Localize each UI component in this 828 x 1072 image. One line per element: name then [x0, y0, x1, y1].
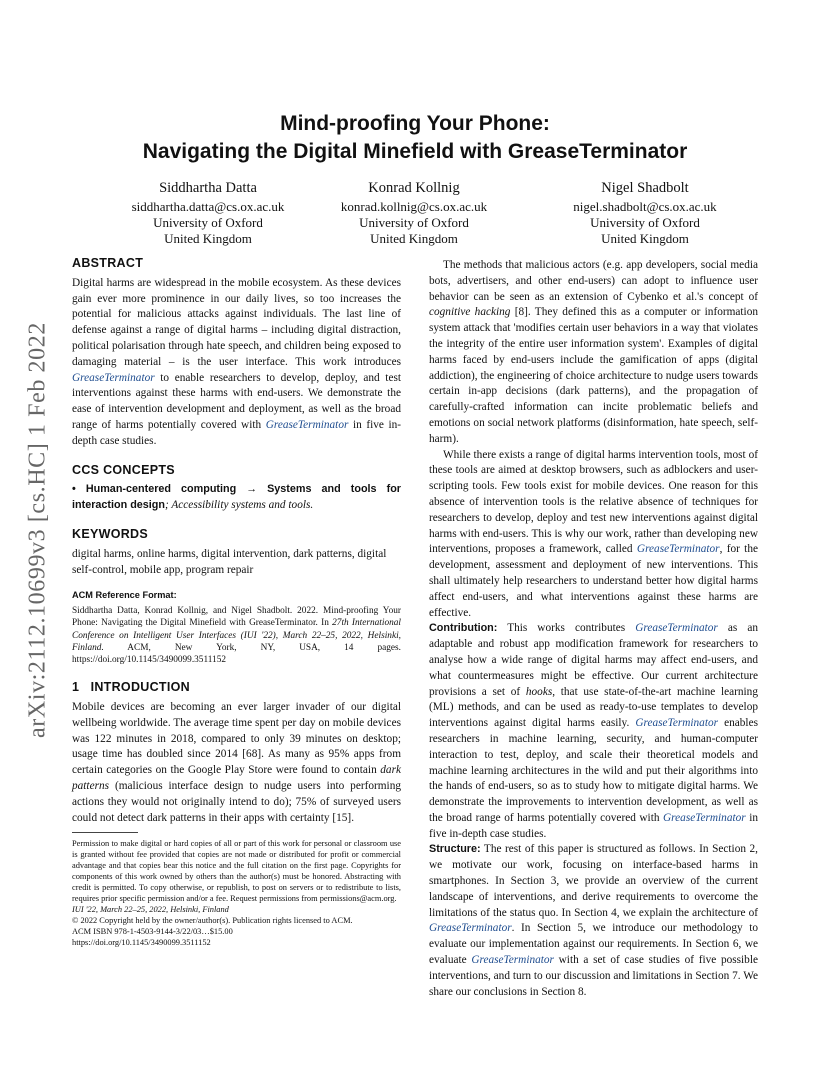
- author-block: [98, 180, 318, 247]
- author-affiliation: University of Oxford: [590, 215, 700, 230]
- paper-title-line2: Navigating the Digital Minefield with GreaseTerminator: [142, 140, 688, 163]
- abstract-heading: ABSTRACT: [72, 256, 144, 270]
- acm-ref-text: Siddhartha Datta, Konrad Kollnig, and Nigel Shadbolt. 2022. Mind-proofing Your Phone: Navigating the Digital Minefield with GreaseTerminator. In 27th International Conference on Intelligent User Interfaces (IUI '22), March 22–25, 2022, Helsinki, Finland. ACM, New York, NY, USA, 14 pages. https://doi.org/10.1145/3490099.3511152: [72, 606, 401, 665]
- intro-heading: 1 INTRODUCTION: [72, 680, 190, 695]
- author-email[interactable]: konrad.kollnig@cs.ox.ac.uk: [340, 199, 488, 214]
- intro-text: Mobile devices are becoming an ever larger invader of our digital wellbeing worldwide. The average time spent per day on mobile devices was 122 minutes in 2018, compared to only 39 minutes on desktop; usage time has doubled since 2014 [68]. As many as 95% apps from certain categories on the Google Play Store were found to contain dark patterns (malicious interface design to nudge users into performing actions they would not originally intend to do); 75% of surveyed users could not detect dark patterns in their apps with certainty [15].: [72, 700, 401, 824]
- author-block: [535, 180, 755, 247]
- left-column: [72, 256, 401, 826]
- paper-title-line1: Mind-proofing Your Phone:: [280, 112, 550, 135]
- ccs-heading: CCS CONCEPTS: [72, 462, 175, 477]
- author-email[interactable]: nigel.shadbolt@cs.ox.ac.uk: [573, 199, 717, 214]
- author-name: Siddhartha Datta: [159, 180, 257, 196]
- greaseterminator-link[interactable]: GreaseTerminator: [635, 622, 718, 635]
- footnote: [72, 838, 401, 948]
- author-affiliation: University of Oxford: [153, 215, 263, 230]
- footnote-venue: IUI '22, March 22–25, 2022, Helsinki, Finland: [72, 905, 229, 914]
- abstract-text: Digital harms are widespread in the mobile ecosystem. As these devices gain ever more prominence in our daily lives, so too increases the potential for malicious attacks against individuals. The last line of defense against a range of digital harms – including digital distraction, political polarisation through hate speech, and children being exposed to damaging material – is the user interface. This work introduces GreaseTerminator to enable researchers to develop, deploy, and test interventions against these harms with end-users. We demonstrate the ease of intervention development and deployment, as well as the broad range of harms potentially covered with GreaseTerminator in five in-depth case studies.: [72, 276, 402, 447]
- author-block: [304, 180, 524, 247]
- author-country: United Kingdom: [370, 231, 458, 246]
- right-column: [429, 258, 758, 1000]
- author-name: Nigel Shadbolt: [601, 180, 689, 196]
- arxiv-stamp: arXiv:2112.10699v3 [cs.HC] 1 Feb 2022: [24, 322, 51, 738]
- author-name: Konrad Kollnig: [368, 180, 460, 196]
- acm-ref-heading: ACM Reference Format:: [72, 590, 177, 601]
- permission-notice: Permission to make digital or hard copies of all or part of this work for personal or classroom use is granted without fee provided that copies are not made or distributed for profit or commercial advantage and that copies bear this notice and the full citation on the first page. Copyrights for components of this work owned by others than the author(s) must be honored. Abstracting with credit is permitted. To copy otherwise, or republish, to post on servers or to redistribute to lists, requires prior specific permission and/or a fee. Request permissions from permissions@acm.org.: [72, 839, 401, 903]
- paragraph: While there exists a range of digital harms intervention tools, most of these tools are aimed at desktop browsers, such as adblockers and user-scripting tools. Few tools exist for mobile devices. One reason for this absence of intervention tools is the relative absence of techniques for researchers to develop, deploy and test new interventions against digital harms with end-users. This is why our work, rather than developing new interventions, proposes a framework, called GreaseTerminator, for the development, assessment and deployment of new interventions. This shall ultimately help researchers to understand better how digital harms affect end-users, and what interventions against these harms are effective.: [429, 448, 758, 619]
- footnote-rule: [72, 832, 138, 833]
- footnote-doi[interactable]: https://doi.org/10.1145/3490099.3511152: [72, 938, 211, 947]
- keywords-heading: KEYWORDS: [72, 526, 149, 541]
- greaseterminator-link[interactable]: GreaseTerminator: [471, 954, 554, 967]
- paragraph: The methods that malicious actors (e.g. app developers, social media bots, advertisers, and other end-users) can adopt to influence user behavior can be seen as an extension of Cybenko et al.'s concept of cognitive hacking [8]. They defined this as a computer or information system attack that 'modifies certain user behaviors in a way that violates the integrity of the entire user information system'. Examples of digital harms faced by end-users include the gamification of apps (digital addiction), the engineering of choice architecture to nudge users towards certain in-app decisions (dark patterns), and the propagation of carefully-crafted information can incite problematic beliefs and emotions on social network platforms (disinformation, hate speech, self-harm).: [429, 259, 758, 445]
- ccs-text: • Human-centered computing → Systems and tools for interaction design; Accessibility systems and tools.: [72, 483, 401, 512]
- author-email[interactable]: siddhartha.datta@cs.ox.ac.uk: [131, 199, 285, 214]
- greaseterminator-link[interactable]: GreaseTerminator: [72, 371, 155, 384]
- greaseterminator-link[interactable]: GreaseTerminator: [636, 543, 720, 556]
- author-country: United Kingdom: [601, 231, 689, 246]
- footnote-copyright: © 2022 Copyright held by the owner/author(s). Publication rights licensed to ACM.: [72, 916, 353, 925]
- author-affiliation: University of Oxford: [359, 215, 469, 230]
- greaseterminator-link[interactable]: GreaseTerminator: [663, 811, 746, 824]
- greaseterminator-link[interactable]: GreaseTerminator: [265, 418, 349, 431]
- author-country: United Kingdom: [164, 231, 252, 246]
- keywords-text: digital harms, online harms, digital intervention, dark patterns, digital self-control, mobile app, program repair: [72, 547, 387, 576]
- contribution-paragraph: Contribution: This works contributes GreaseTerminator as an adaptable and robust app modification framework for researchers to analyse how a wide range of digital harms may affect end-users, and what countermeasures might be effective. Our current architecture provisions a set of hooks, that use state-of-the-art machine learning (ML) methods, and can be used as ready-to-use templates to develop interventions against digital harms easily. GreaseTerminator enables researchers in machine learning, security, and human-computer interaction to test, deploy, and scale their theoretical models and machine learning architectures in the wild and put their algorithms into the hands of end-users, so as to study how to mitigate digital harms. We demonstrate the improvements to intervention development, as well as the broad range of harms potentially covered with GreaseTerminator in five in-depth case studies.: [429, 622, 758, 840]
- greaseterminator-link[interactable]: GreaseTerminator: [635, 717, 719, 730]
- footnote-isbn: ACM ISBN 978-1-4503-9144-3/22/03…$15.00: [72, 927, 233, 936]
- structure-paragraph: Structure: The rest of this paper is structured as follows. In Section 2, we motivate our work, focusing on interface-based harms in smartphones. In Section 3, we provide an overview of the current landscape of interventions, and derive requirements to overcome the limitations of the status quo. In Section 4, we explain the architecture of GreaseTerminator. In Section 5, we introduce our methodology to evaluate our implementation against our requirements. In Section 6, we evaluate GreaseTerminator with a set of case studies of five possible interventions, and turn to our discussion and limitations in Section 7. We share our conclusions in Section 8.: [429, 843, 758, 998]
- greaseterminator-link[interactable]: GreaseTerminator: [429, 922, 512, 935]
